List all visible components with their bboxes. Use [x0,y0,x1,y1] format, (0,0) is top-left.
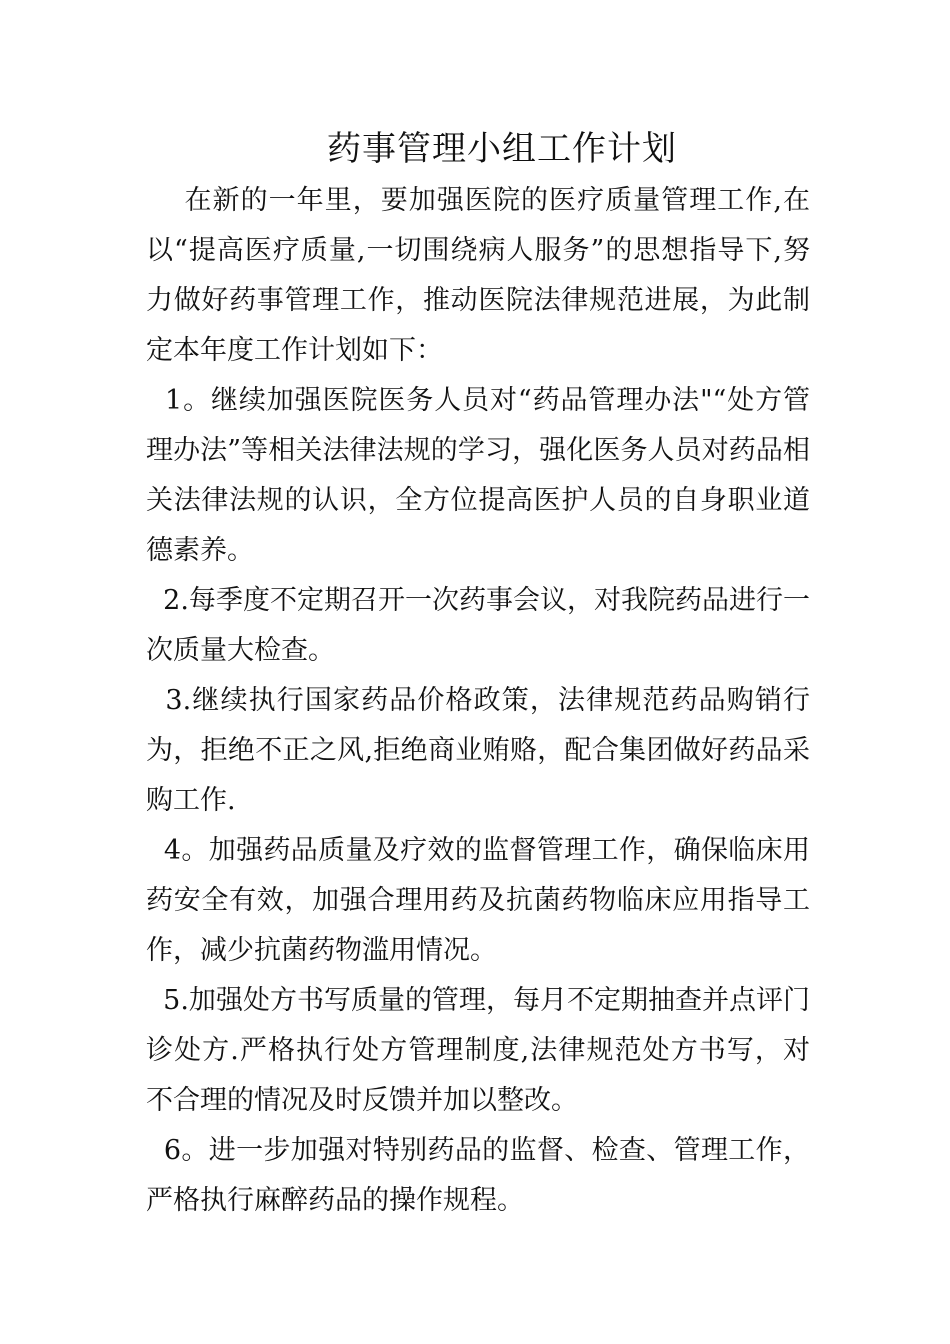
plan-item-2: 2.每季度不定期召开一次药事会议，对我院药品进行一次质量大检查。 [146,585,810,666]
document-body [146,176,810,1226]
plan-item-5: 5.加强处方书写质量的管理，每月不定期抽查并点评门诊处方.严格执行处方管理制度,法律规范处方书写，对不合理的情况及时反馈并加以整改。 [146,985,810,1116]
intro-paragraph: 在新的一年里，要加强医院的医疗质量管理工作,在以“提高医疗质量,一切围绕病人服务”的思想指导下,努力做好药事管理工作，推动医院法律规范进展，为此制定本年度工作计划如下： [146,185,810,366]
plan-item-1: 1。继续加强医院医务人员对“药品管理办法"“处方管理办法”等相关法律法规的学习，强化医务人员对药品相关法律法规的认识，全方位提高医护人员的自身职业道德素养。 [146,385,811,566]
plan-item-3: 3.继续执行国家药品价格政策，法律规范药品购销行为，拒绝不正之风,拒绝商业贿赂，配合集团做好药品采购工作. [146,685,810,816]
document-title: 药事管理小组工作计划 [327,129,677,169]
plan-item-6: 6。进一步加强对特别药品的监督、检查、管理工作，严格执行麻醉药品的操作规程。 [146,1135,810,1216]
plan-item-4: 4。加强药品质量及疗效的监督管理工作，确保临床用药安全有效，加强合理用药及抗菌药物临床应用指导工作，减少抗菌药物滥用情况。 [146,835,810,966]
